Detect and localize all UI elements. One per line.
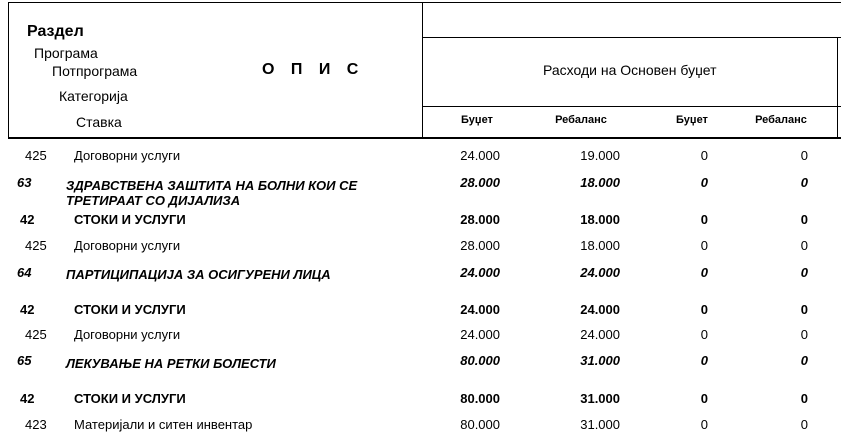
row-rebalans-2: 0: [800, 175, 808, 190]
row-rebalans-2: 0: [800, 302, 808, 317]
col-header-budzet-1: Буџет: [461, 114, 493, 126]
row-budzet: 80.000: [460, 391, 500, 406]
row-code: 425: [25, 238, 47, 253]
row-desc: ЛЕКУВАЊЕ НА РЕТКИ БОЛЕСТИ: [66, 356, 276, 371]
row-rebalans-2: 0: [800, 391, 808, 406]
row-desc: СТОКИ И УСЛУГИ: [74, 391, 186, 406]
row-rebalans-2: 0: [800, 327, 808, 342]
row-budzet-2: 0: [700, 327, 708, 342]
row-desc: ЗДРАВСТВЕНА ЗАШТИТА НА БОЛНИ КОИ СЕ ТРЕТИРААТ СО ДИЈАЛИЗА: [66, 178, 358, 208]
row-budzet-2: 0: [700, 212, 708, 227]
row-rebalans: 24.000: [580, 265, 620, 280]
row-desc: ПАРТИЦИПАЦИЈА ЗА ОСИГУРЕНИ ЛИЦА: [66, 267, 331, 282]
row-budzet-2: 0: [700, 175, 708, 190]
header-opis: О П И С: [262, 61, 365, 78]
header-programa: Програма: [34, 45, 98, 61]
row-budzet: 28.000: [460, 212, 500, 227]
row-rebalans: 24.000: [580, 327, 620, 342]
row-budzet: 28.000: [460, 175, 500, 190]
row-desc: СТОКИ И УСЛУГИ: [74, 212, 186, 227]
row-desc: СТОКИ И УСЛУГИ: [74, 302, 186, 317]
row-budzet-2: 0: [700, 302, 708, 317]
row-budzet-2: 0: [700, 148, 708, 163]
row-budzet: 28.000: [460, 238, 500, 253]
row-code: 42: [20, 302, 35, 317]
col-header-rebalans-2: Ребаланс: [755, 114, 807, 126]
row-code: 423: [25, 417, 47, 432]
row-rebalans: 18.000: [580, 175, 620, 190]
row-budzet-2: 0: [700, 238, 708, 253]
row-budzet-2: 0: [700, 265, 708, 280]
row-budzet: 80.000: [460, 417, 500, 432]
row-budzet: 24.000: [460, 302, 500, 317]
row-budzet: 24.000: [460, 148, 500, 163]
row-desc: Материјали и ситен инвентар: [74, 417, 253, 432]
row-rebalans: 31.000: [580, 353, 620, 368]
row-desc: Договорни услуги: [74, 238, 181, 253]
row-budzet: 24.000: [460, 265, 500, 280]
row-rebalans: 19.000: [580, 148, 620, 163]
row-rebalans-2: 0: [800, 353, 808, 368]
header-rashodi: Расходи на Основен буџет: [543, 62, 717, 78]
row-desc: Договорни услуги: [74, 148, 181, 163]
row-rebalans: 31.000: [580, 417, 620, 432]
header-subcol-line: [422, 106, 841, 107]
row-rebalans-2: 0: [800, 148, 808, 163]
row-code: 425: [25, 148, 47, 163]
header-stavka: Ставка: [76, 114, 122, 130]
row-budzet-2: 0: [700, 353, 708, 368]
row-budzet: 24.000: [460, 327, 500, 342]
row-code: 42: [20, 212, 35, 227]
row-rebalans-2: 0: [800, 265, 808, 280]
row-code: 64: [17, 265, 32, 280]
row-rebalans: 18.000: [580, 212, 620, 227]
row-rebalans: 18.000: [580, 238, 620, 253]
header-rashodi-top-line: [422, 37, 841, 38]
header-bottom-border: [8, 137, 841, 139]
row-code: 63: [17, 175, 32, 190]
row-rebalans-2: 0: [800, 417, 808, 432]
header-kategorija: Категорија: [59, 88, 128, 104]
row-budzet-2: 0: [700, 391, 708, 406]
row-rebalans: 24.000: [580, 302, 620, 317]
row-rebalans-2: 0: [800, 212, 808, 227]
row-desc: Договорни услуги: [74, 327, 181, 342]
header-divider-vertical: [422, 2, 423, 138]
header-top-border: [8, 2, 841, 3]
header-left-border: [8, 2, 9, 138]
header-potprograma: Потпрограма: [52, 63, 138, 79]
row-code: 42: [20, 391, 35, 406]
row-code: 65: [17, 353, 32, 368]
row-rebalans-2: 0: [800, 238, 808, 253]
row-code: 425: [25, 327, 47, 342]
header-razdel: Раздел: [27, 23, 84, 40]
row-budzet: 80.000: [460, 353, 500, 368]
row-budzet-2: 0: [700, 417, 708, 432]
col-header-budzet-2: Буџет: [676, 114, 708, 126]
row-rebalans: 31.000: [580, 391, 620, 406]
header-right-divider: [837, 37, 838, 138]
col-header-rebalans-1: Ребаланс: [555, 114, 607, 126]
